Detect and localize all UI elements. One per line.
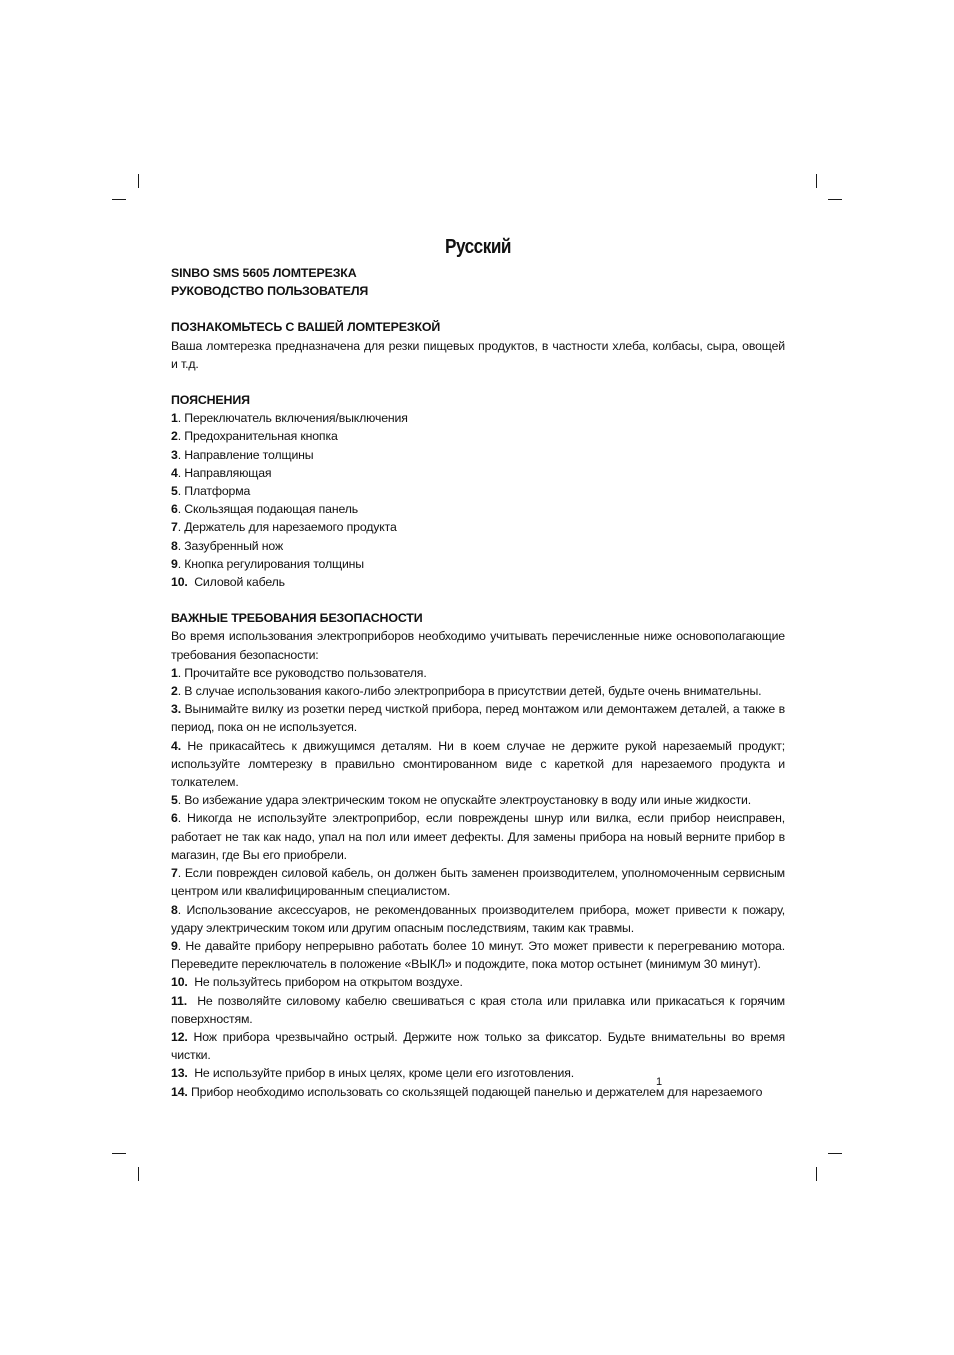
crop-mark-top-left-vertical: [138, 174, 139, 188]
crop-mark-top-right-vertical: [816, 174, 817, 188]
safety-rule-number: 8: [171, 902, 178, 917]
manual-title: РУКОВОДСТВО ПОЛЬЗОВАТЕЛЯ: [171, 284, 369, 299]
safety-heading: ВАЖНЫЕ ТРЕБОВАНИЯ БЕЗОПАСНОСТИ: [171, 611, 423, 626]
safety-rule-separator: .: [177, 902, 187, 917]
safety-rule: [171, 1028, 785, 1064]
product-title: SINBO SMS 5605 ЛОМТЕРЕЗКА: [171, 266, 357, 280]
crop-mark-bottom-left-horizontal: [112, 1153, 126, 1154]
parts-list-item: [171, 500, 785, 518]
safety-rule-text: Нож прибора чрезвычайно острый. Держите нож только за фиксатор. Будьте внимательны во время чистки.: [171, 1029, 785, 1063]
intro-section: [171, 318, 785, 373]
parts-list-item-number: 6: [171, 502, 178, 517]
parts-list-item-number: 3: [171, 447, 178, 462]
safety-rule: [171, 937, 785, 973]
document-body: [171, 234, 785, 1101]
parts-list-item-number: 2: [171, 429, 178, 444]
safety-list: [171, 664, 785, 1101]
safety-rule-separator: .: [177, 866, 185, 881]
parts-list-item-separator: .: [177, 502, 185, 517]
crop-mark-bottom-right-vertical: [816, 1167, 817, 1181]
safety-rule-text: Использование аксессуаров, не рекомендованных производителем прибора, может привести к пожару, удару электрическим током или другим опасным последствиям, таким как травмы.: [171, 902, 785, 935]
safety-rule: [171, 737, 785, 792]
parts-list: [171, 409, 785, 591]
parts-list-item-separator: .: [177, 556, 185, 571]
language-title: Русский: [445, 236, 511, 258]
parts-list-item: [171, 573, 785, 591]
safety-rule-number: 13.: [171, 1066, 188, 1081]
parts-list-item: [171, 464, 785, 482]
intro-heading: ПОЗНАКОМЬТЕСЬ С ВАШЕЙ ЛОМТЕРЕЗКОЙ: [171, 320, 441, 335]
parts-heading: ПОЯСНЕНИЯ: [171, 393, 250, 408]
crop-mark-bottom-right-horizontal: [828, 1153, 842, 1154]
safety-rule: [171, 1083, 785, 1101]
parts-list-item-separator: .: [177, 538, 185, 553]
safety-rule-text: Во избежание удара электрическим током не опускайте электроустановку в воду или иные жидкости.: [184, 793, 752, 808]
parts-list-item-text: Зазубренный нож: [184, 538, 284, 553]
parts-list-item-number: 4: [171, 465, 178, 480]
safety-rule-text: Не позволяйте силовому кабелю свешиваться с края стола или прилавка или прикасаться к горячим поверхностям.: [171, 993, 785, 1026]
safety-rule-text: Не пользуйтесь прибором на открытом воздухе.: [194, 975, 463, 990]
intro-text: Ваша ломтерезка предназначена для резки пищевых продуктов, в частности хлеба, колбасы, сыра, овощей и т.д.: [171, 338, 785, 371]
parts-list-item-text: Предохранительная кнопка: [184, 429, 338, 444]
parts-list-item: [171, 482, 785, 500]
safety-rule-number: 5: [171, 793, 178, 808]
safety-rule-number: 12.: [171, 1029, 188, 1044]
parts-list-item-text: Держатель для нарезаемого продукта: [184, 520, 397, 535]
parts-list-item-separator: .: [177, 447, 185, 462]
safety-rule-text: Если поврежден силовой кабель, он должен быть заменен производителем, уполномоченным сервисным центром или квалифицированным специалистом.: [171, 866, 785, 899]
safety-rule-number: 14.: [171, 1084, 188, 1099]
parts-list-item: [171, 409, 785, 427]
safety-rule-number: 10.: [171, 975, 188, 990]
safety-rule-text: Не используйте прибор в иных целях, кроме цели его изготовления.: [194, 1066, 574, 1081]
parts-list-item-separator: .: [177, 465, 185, 480]
safety-rule-text: Вынимайте вилку из розетки перед чисткой прибора, перед монтажом или демонтажем деталей, а также в период, пока он не используется.: [171, 702, 785, 735]
safety-rule-separator: .: [177, 665, 185, 680]
parts-list-item-number: 9: [171, 556, 178, 571]
safety-rule: [171, 682, 785, 700]
safety-rule-separator: [187, 994, 197, 1008]
parts-list-item: [171, 537, 785, 555]
parts-list-item-text: Платформа: [184, 484, 251, 499]
safety-rule-separator: .: [177, 938, 186, 953]
safety-intro: Во время использования электроприборов необходимо учитывать перечисленные ниже основополагающие требования безопасности:: [171, 629, 785, 662]
parts-list-item: [171, 555, 785, 573]
safety-rule-number: 11.: [171, 993, 187, 1008]
safety-rule-number: 3.: [171, 702, 181, 717]
parts-list-item-text: Направление толщины: [184, 447, 314, 462]
safety-rule-text: В случае использования какого-либо электроприбора в присутствии детей, будьте очень внимательны.: [184, 684, 762, 699]
page-number: 1: [656, 1076, 663, 1088]
parts-list-item-text: Направляющая: [184, 465, 272, 480]
parts-list-item-separator: .: [177, 411, 185, 426]
safety-section: [171, 609, 785, 1100]
parts-list-item-text: Переключатель включения/выключения: [184, 411, 408, 426]
safety-rule-number: 7: [171, 866, 178, 881]
safety-rule-number: 2: [171, 684, 178, 699]
safety-rule-text: Никогда не используйте электроприбор, если повреждены шнур или вилка, если прибор неисправен, работает не так как надо, упал на пол или имеет дефекты. Для замены прибора на новый верните прибор в магазин, где Вы его приобрели.: [171, 811, 785, 862]
crop-mark-top-left-horizontal: [112, 199, 126, 200]
safety-rule-number: 4.: [171, 738, 181, 753]
safety-rule-number: 1: [171, 665, 178, 680]
parts-list-item-text: Силовой кабель: [194, 575, 285, 590]
parts-list-item: [171, 518, 785, 536]
safety-rule-number: 9: [171, 938, 178, 953]
safety-rule-text: Не прикасайтесь к движущимся деталям. Ни в коем случае не держите рукой нарезаемый продукт; используйте ломтерезку в правильно смонтированном виде с кареткой для нарезаемого продукта и толкателем.: [171, 738, 785, 790]
parts-list-item-text: Скользящая подающая панель: [184, 502, 359, 517]
parts-list-item-separator: .: [177, 429, 185, 444]
safety-rule-separator: .: [177, 811, 188, 826]
parts-list-item-number: 8: [171, 538, 178, 553]
crop-mark-top-right-horizontal: [828, 199, 842, 200]
safety-rule-text: Прочитайте все руководство пользователя.: [184, 665, 427, 680]
parts-list-item-number: 7: [171, 520, 178, 535]
parts-list-item-number: 10.: [171, 575, 188, 590]
safety-rule: [171, 973, 785, 991]
parts-list-item-separator: .: [177, 484, 185, 499]
parts-list-item-number: 1: [171, 411, 178, 426]
safety-rule-text: Прибор необходимо использовать со скользящей подающей панелью и держателем для нарезаемого: [190, 1084, 763, 1099]
safety-rule: [171, 992, 785, 1028]
safety-rule: [171, 901, 785, 937]
parts-list-item-separator: .: [177, 520, 185, 535]
safety-rule: [171, 809, 785, 864]
parts-section: [171, 391, 785, 591]
safety-rule: [171, 664, 785, 682]
safety-rule: [171, 864, 785, 900]
safety-rule-text: Не давайте прибору непрерывно работать более 10 минут. Это может привести к перегреванию мотора. Переведите переключатель в положение «ВЫКЛ» и подождите, пока мотор остынет (минимум 30 минут).: [171, 938, 785, 972]
safety-rule-number: 6: [171, 811, 178, 826]
crop-mark-bottom-left-vertical: [138, 1167, 139, 1181]
safety-rule-separator: .: [177, 793, 185, 808]
parts-list-item: [171, 427, 785, 445]
safety-rule: [171, 1064, 785, 1082]
safety-rule: [171, 791, 785, 809]
safety-rule-separator: .: [177, 684, 185, 699]
parts-list-item: [171, 446, 785, 464]
safety-rule: [171, 700, 785, 736]
parts-list-item-number: 5: [171, 484, 178, 499]
parts-list-item-text: Кнопка регулирования толщины: [184, 556, 364, 571]
